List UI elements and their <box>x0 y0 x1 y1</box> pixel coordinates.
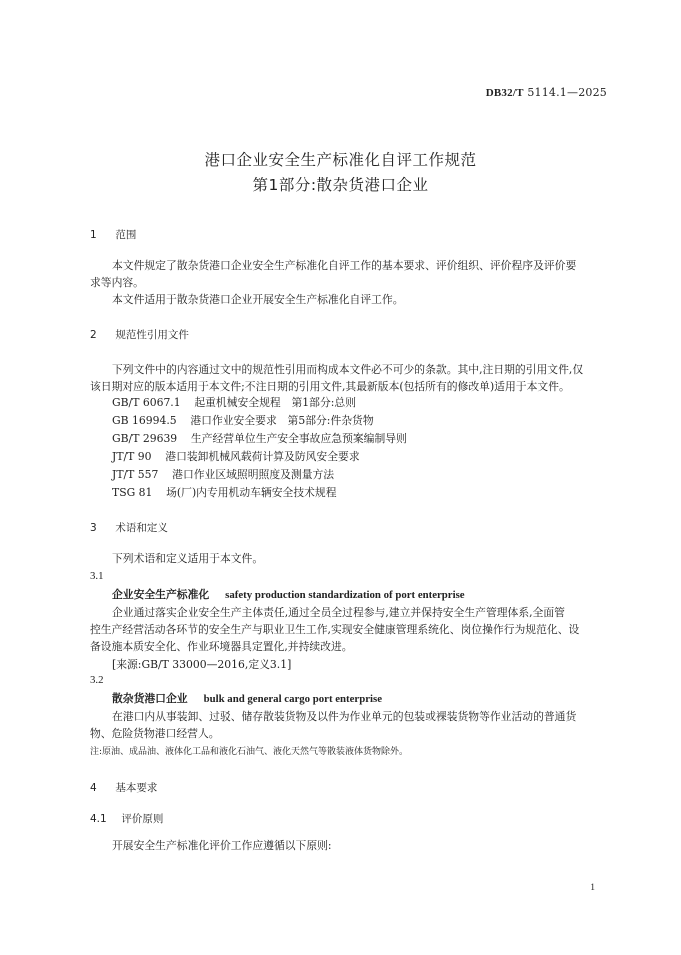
paragraph: 该日期对应的版本适用于本文件;不注日期的引用文件,其最新版本(包括所有的修改单)适用于本文件。 <box>90 380 570 393</box>
subsection-heading-evaluation-principles <box>90 811 163 826</box>
paragraph: 本文件适用于散杂货港口企业开展安全生产标准化自评工作。 <box>112 293 404 306</box>
term-chinese: 散杂货港口企业 <box>112 692 188 705</box>
section-number: 4 <box>90 782 97 794</box>
standard-number <box>486 86 607 99</box>
reference-title: 起重机械安全规程 第1部分:总则 <box>194 396 357 409</box>
paragraph: 求等内容。 <box>90 276 144 289</box>
section-heading-normative-references <box>90 327 189 342</box>
reference-item <box>112 395 356 410</box>
reference-title: 港口作业区域照明照度及测量方法 <box>172 468 335 481</box>
reference-title: 场(厂)内专用机动车辆安全技术规程 <box>166 486 337 499</box>
term-number: 3.2 <box>90 674 104 686</box>
reference-item <box>112 413 374 428</box>
paragraph: 下列术语和定义适用于本文件。 <box>112 552 264 565</box>
section-title: 范围 <box>115 229 137 241</box>
term-definition: 控生产经营活动各环节的安全生产与职业卫生工作,实现安全健康管理系统化、岗位操作行为规范化、设 <box>90 623 580 636</box>
section-number: 1 <box>90 229 97 241</box>
paragraph: 本文件规定了散杂货港口企业安全生产标准化自评工作的基本要求、评价组织、评价程序及评价要 <box>112 259 577 272</box>
document-title: 港口企业安全生产标准化自评工作规范 <box>204 151 477 169</box>
term-chinese: 企业安全生产标准化 <box>112 588 210 601</box>
reference-code: GB 16994.5 <box>112 414 177 427</box>
document-subtitle: 第1部分:散杂货港口企业 <box>252 176 429 194</box>
reference-code: GB/T 6067.1 <box>112 396 181 409</box>
reference-code: JT/T 557 <box>112 468 159 481</box>
term-definition: 物、危险货物港口经营人。 <box>90 727 220 740</box>
term-english: bulk and general cargo port enterprise <box>203 693 383 705</box>
term-number: 3.1 <box>90 570 104 582</box>
term-source: [来源:GB/T 33000—2016,定义3.1] <box>112 658 292 671</box>
section-title: 规范性引用文件 <box>115 329 189 341</box>
term-english: safety production standardization of port enterprise <box>225 589 465 601</box>
reference-code: JT/T 90 <box>112 450 152 463</box>
subsection-number: 4.1 <box>90 813 107 825</box>
section-heading-scope <box>90 227 136 242</box>
reference-title: 港口装卸机械风载荷计算及防风安全要求 <box>165 450 360 463</box>
reference-item <box>112 485 337 500</box>
reference-code: GB/T 29639 <box>112 432 178 445</box>
reference-item <box>112 467 334 482</box>
section-heading-terms <box>90 520 168 535</box>
paragraph: 开展安全生产标准化评价工作应遵循以下原则: <box>112 839 332 852</box>
paragraph: 下列文件中的内容通过文中的规范性引用而构成本文件必不可少的条款。其中,注日期的引用文件,仅 <box>112 363 584 376</box>
term-title <box>112 691 382 706</box>
standard-code: 5114.1—2025 <box>527 86 607 99</box>
reference-title: 生产经营单位生产安全事故应急预案编制导则 <box>190 432 407 445</box>
section-heading-basic-requirements <box>90 780 157 795</box>
page-number: 1 <box>590 883 595 893</box>
reference-code: TSG 81 <box>112 486 153 499</box>
standard-prefix: DB32/T <box>485 87 524 99</box>
section-number: 3 <box>90 522 97 534</box>
term-definition: 在港口内从事装卸、过驳、储存散装货物及以件为作业单元的包装或裸装货物等作业活动的普通货 <box>112 710 577 723</box>
reference-title: 港口作业安全要求 第5部分:件杂货物 <box>190 414 374 427</box>
section-title: 术语和定义 <box>115 522 168 534</box>
term-definition: 企业通过落实企业安全生产主体责任,通过全员全过程参与,建立并保持安全生产管理体系,全面管 <box>112 606 565 619</box>
term-note: 注:原油、成品油、液体化工品和液化石油气、液化天然气等散装液体货物除外。 <box>90 747 409 757</box>
reference-item <box>112 449 360 464</box>
term-definition: 备设施本质安全化、作业环境器具定置化,并持续改进。 <box>90 640 353 653</box>
reference-item <box>112 431 407 446</box>
term-title <box>112 587 465 602</box>
section-title: 基本要求 <box>115 782 158 794</box>
section-number: 2 <box>90 329 97 341</box>
subsection-title: 评价原则 <box>121 813 164 825</box>
